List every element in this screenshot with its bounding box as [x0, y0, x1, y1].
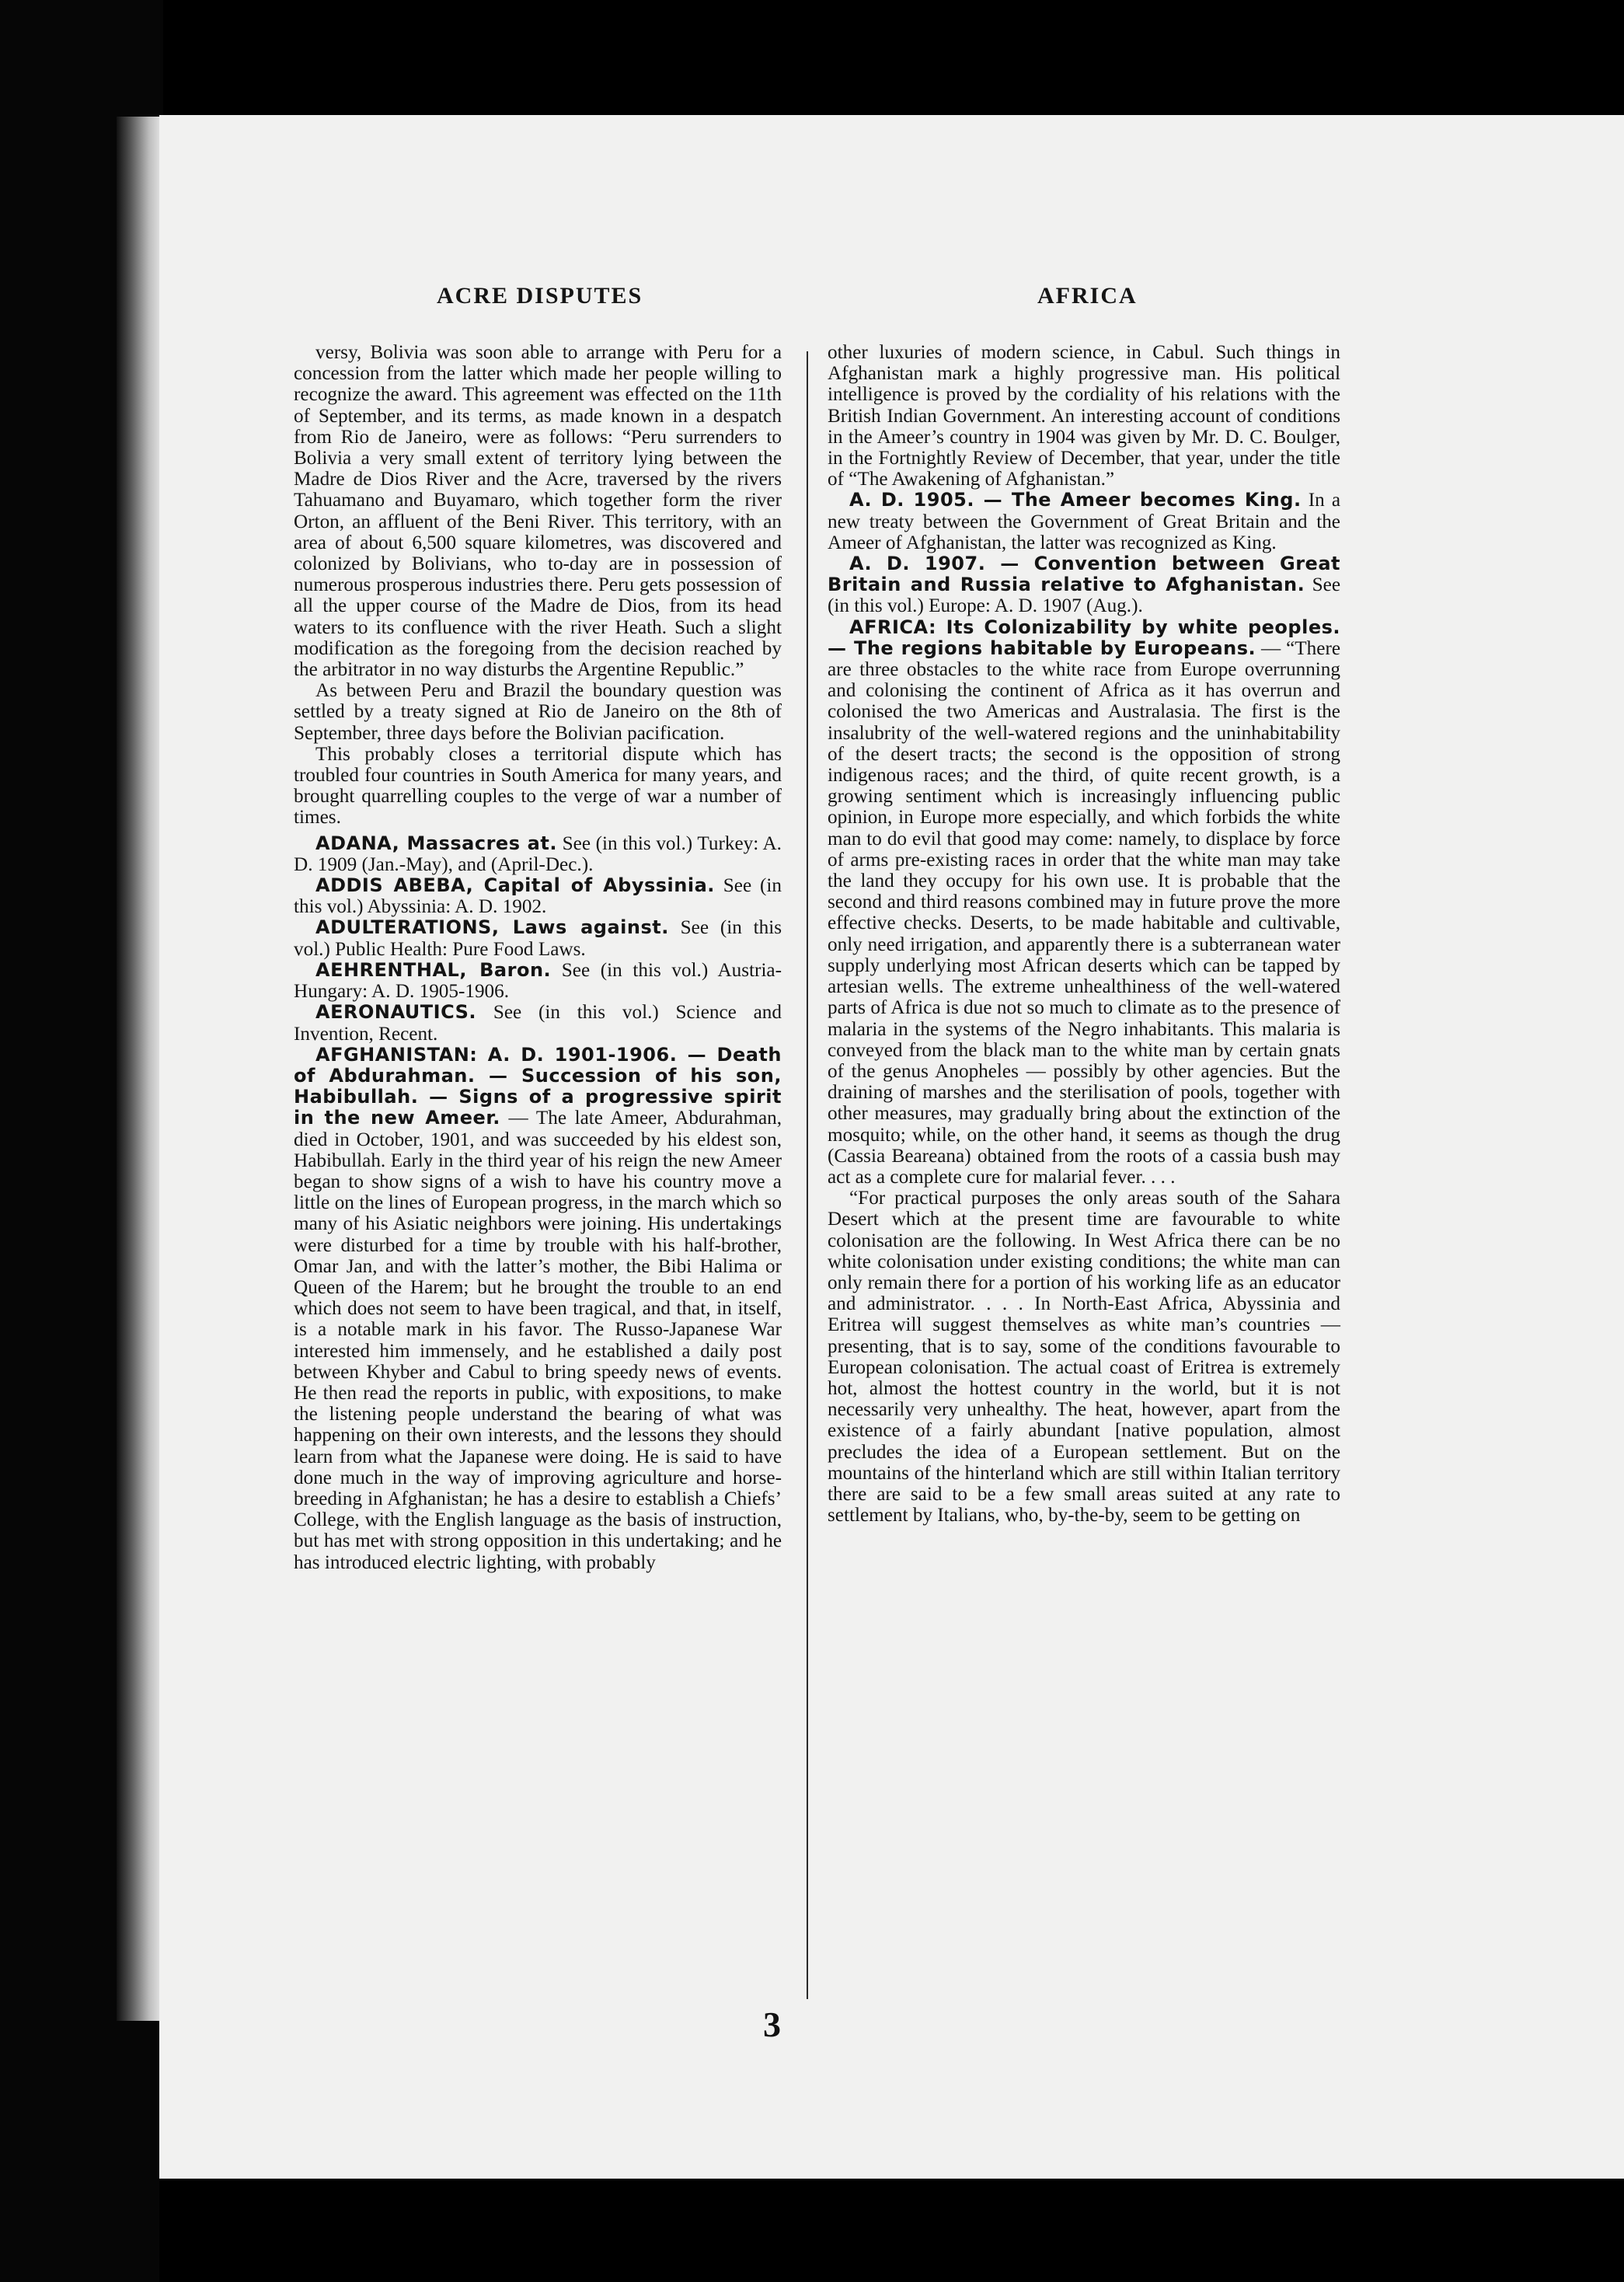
entry-text: In a new treaty between the Government of Great Britain and the Ameer of Afghanistan, the latter was recognized as King.	[828, 490, 1341, 553]
page-number: 3	[763, 2005, 781, 2044]
entry	[828, 617, 1340, 1188]
paragraph: As between Peru and Brazil the boundary question was settled by a treaty signed at Rio de Janeiro on the 8th of September, three days before the Bolivian pacification.	[294, 680, 782, 744]
entry-text: See (in this vol.) Turkey: A. D. 1909 (Jan.-May), and (April-Dec.).	[294, 832, 782, 875]
right-column	[828, 342, 1340, 1526]
book-spine-shadow	[117, 117, 163, 2021]
entry-heading: AEHRENTHAL, Baron.	[315, 958, 552, 981]
entry	[294, 875, 782, 917]
entry-text: See (in this vol.) Public Health: Pure Food Laws.	[294, 917, 782, 960]
entry	[828, 490, 1340, 553]
entry-text: See (in this vol.) Abyssinia: A. D. 1902.	[294, 875, 782, 918]
entry	[294, 917, 782, 959]
paragraph: This probably closes a territorial dispute which has troubled four countries in South America for many years, and brought quarrelling couples to the verge of war a number of times.	[294, 743, 782, 829]
entry-heading: ADANA, Massacres at.	[315, 832, 557, 854]
entry-heading: AFGHANISTAN: A. D. 1901-1906. — Death of Abdurahman. — Succession of his son, Habibullah. — Signs of a progressive spirit in the new Ameer.	[294, 1043, 782, 1129]
entry-text: — The late Ameer, Abdurahman, died in October, 1901, and was succeeded by his eldest son, Habibullah. Early in the third year of his reign the new Ameer began to show signs of a wish to have his country move a little on the lines of European progress, in the march which so many of his Asiatic neighbors were joining. His undertakings were disturbed for a time by trouble with his half-brother, Omar Jan, and with the latter’s mother, the Bibi Halima or Queen of the Harem; but he brought the trouble to an end which does not seem to have been tragical, and that, in itself, is a notable mark in his favor. The Russo-Japanese War interested him immensely, and he established a daily post between Khyber and Cabul to bring speedy news of events. He then read the reports in public, with expositions, to make the listening people understand the bearing of what was happening on their own interests, and the lessons they should learn from what the Japanese were doing. He is said to have done much in the way of improving agriculture and horse-breeding in Afghanistan; he has a desire to establish a Chiefs’ College, with the English language as the basis of instruction, but has met with strong opposition in this undertaking; and he has introduced electric lighting, with probably	[294, 1108, 782, 1573]
entry-text: See (in this vol.) Europe: A. D. 1907 (Aug.).	[828, 574, 1340, 617]
entry	[828, 553, 1340, 617]
entry	[294, 1002, 782, 1044]
running-header-right: AFRICA	[1037, 283, 1138, 309]
left-column	[294, 342, 782, 1573]
paragraph: “For practical purposes the only areas south of the Sahara Desert which at the present time are favourable to white colonisation are the following. In West Africa there can be no white colonisation under existing conditions; the white man can only remain there for a portion of his working life as an educator and administrator. . . . In North-East Africa, Abyssinia and Eritrea will suggest themselves as white man’s countries — presenting, that is to say, some of the conditions favourable to European colonisation. The actual coast of Eritrea is extremely hot, almost the hottest country in the world, but it is not necessarily very unhealthy. The heat, however, apart from the existence of a fairly abundant [native population, almost precludes the idea of a European settlement. But on the mountains of the hinterland which are still within Italian territory there are said to be a few small areas suited at any rate to settlement by Italians, who, by-the-by, seem to be getting on	[828, 1188, 1340, 1527]
running-header-left: ACRE DISPUTES	[437, 283, 643, 309]
entry-heading: AFRICA: Its Colonizability by white peoples. — The regions habitable by Europeans.	[828, 616, 1340, 659]
entry-heading: A. D. 1907. — Convention between Great Britain and Russia relative to Afghanistan.	[828, 553, 1340, 596]
entry-text: — “There are three obstacles to the white race from Europe overrunning and colonising the continent of Africa as it has overrun and colonised the two Americas and Australasia. The first is the insalubrity of the well-watered regions and the uninhabitability of the desert tracts; the second is the opposition of strong indigenous races; and the third, of quite recent growth, is a growing sentiment which is increasingly influencing public opinion, in Europe more especially, and which forbids the white man to do evil that good may come: namely, to displace by force of arms pre-existing races in order that the white man may take the land they occupy for his own use. It is probable that the second and third reasons combined may in future prove the more effective checks. Deserts, to be made habitable and cultivable, only need irrigation, and apparently there is a subterranean water supply underlying most African deserts which can be tapped by artesian wells. The extreme unhealthiness of the well-watered parts of Africa is due not so much to climate as to the presence of malaria in the systems of the Negro inhabitants. This malaria is conveyed from the black man to the white man by certain gnats of the genus Anopheles — possibly by other agencies. But the draining of marshes and the sterilisation of pools, together with other measures, may gradually bring about the extinction of the mosquito; while, on the other hand, it seems as though the drug (Cassia Beareana) obtained from the roots of a cassia bush may act as a complete cure for malarial fever. . . .	[828, 637, 1341, 1188]
entry	[294, 960, 782, 1002]
entry-heading: A. D. 1905. — The Ameer becomes King.	[849, 489, 1302, 511]
paragraph: versy, Bolivia was soon able to arrange with Peru for a concession from the latter which made her people willing to recognize the award. This agreement was effected on the 11th of September, and its terms, as made known in a despatch from Rio de Janeiro, were as follows: “Peru surrenders to Bolivia a very small extent of territory lying between the Madre de Dios River and the Acre, traversed by the rivers Tahuamano and Buyamaro, which together form the river Orton, an affluent of the Beni River. This territory, with an area of about 6,500 square kilometres, was discovered and colonized by Bolivians, who to-day are in possession of numerous prosperous industries there. Peru gets possession of all the upper course of the Madre de Dios, from its head waters to its confluence with the river Heath. Such a slight modification as the foregoing from the decision reached by the arbitrator in no way disturbs the Argentine Republic.”	[294, 342, 782, 681]
entry	[294, 833, 782, 875]
column-divider	[807, 351, 808, 1999]
film-bottom-margin	[159, 2179, 1624, 2282]
entry-heading: ADULTERATIONS, Laws against.	[315, 916, 669, 939]
entry-text: See (in this vol.) Austria-Hungary: A. D. 1905-1906.	[294, 959, 782, 1003]
entry-heading: AERONAUTICS.	[315, 1001, 477, 1024]
entry-text: See (in this vol.) Science and Invention, Recent.	[294, 1002, 782, 1045]
entry-heading: ADDIS ABEBA, Capital of Abyssinia.	[315, 874, 715, 897]
paragraph: other luxuries of modern science, in Cabul. Such things in Afghanistan mark a highly progressive man. His political intelligence is proved by the cordiality of his relations with the British Indian Government. An interesting account of conditions in the Ameer’s country in 1904 was given by Mr. D. C. Boulger, in the Fortnightly Review of December, that year, under the title of “The Awakening of Afghanistan.”	[828, 342, 1340, 490]
entry	[294, 1045, 782, 1573]
